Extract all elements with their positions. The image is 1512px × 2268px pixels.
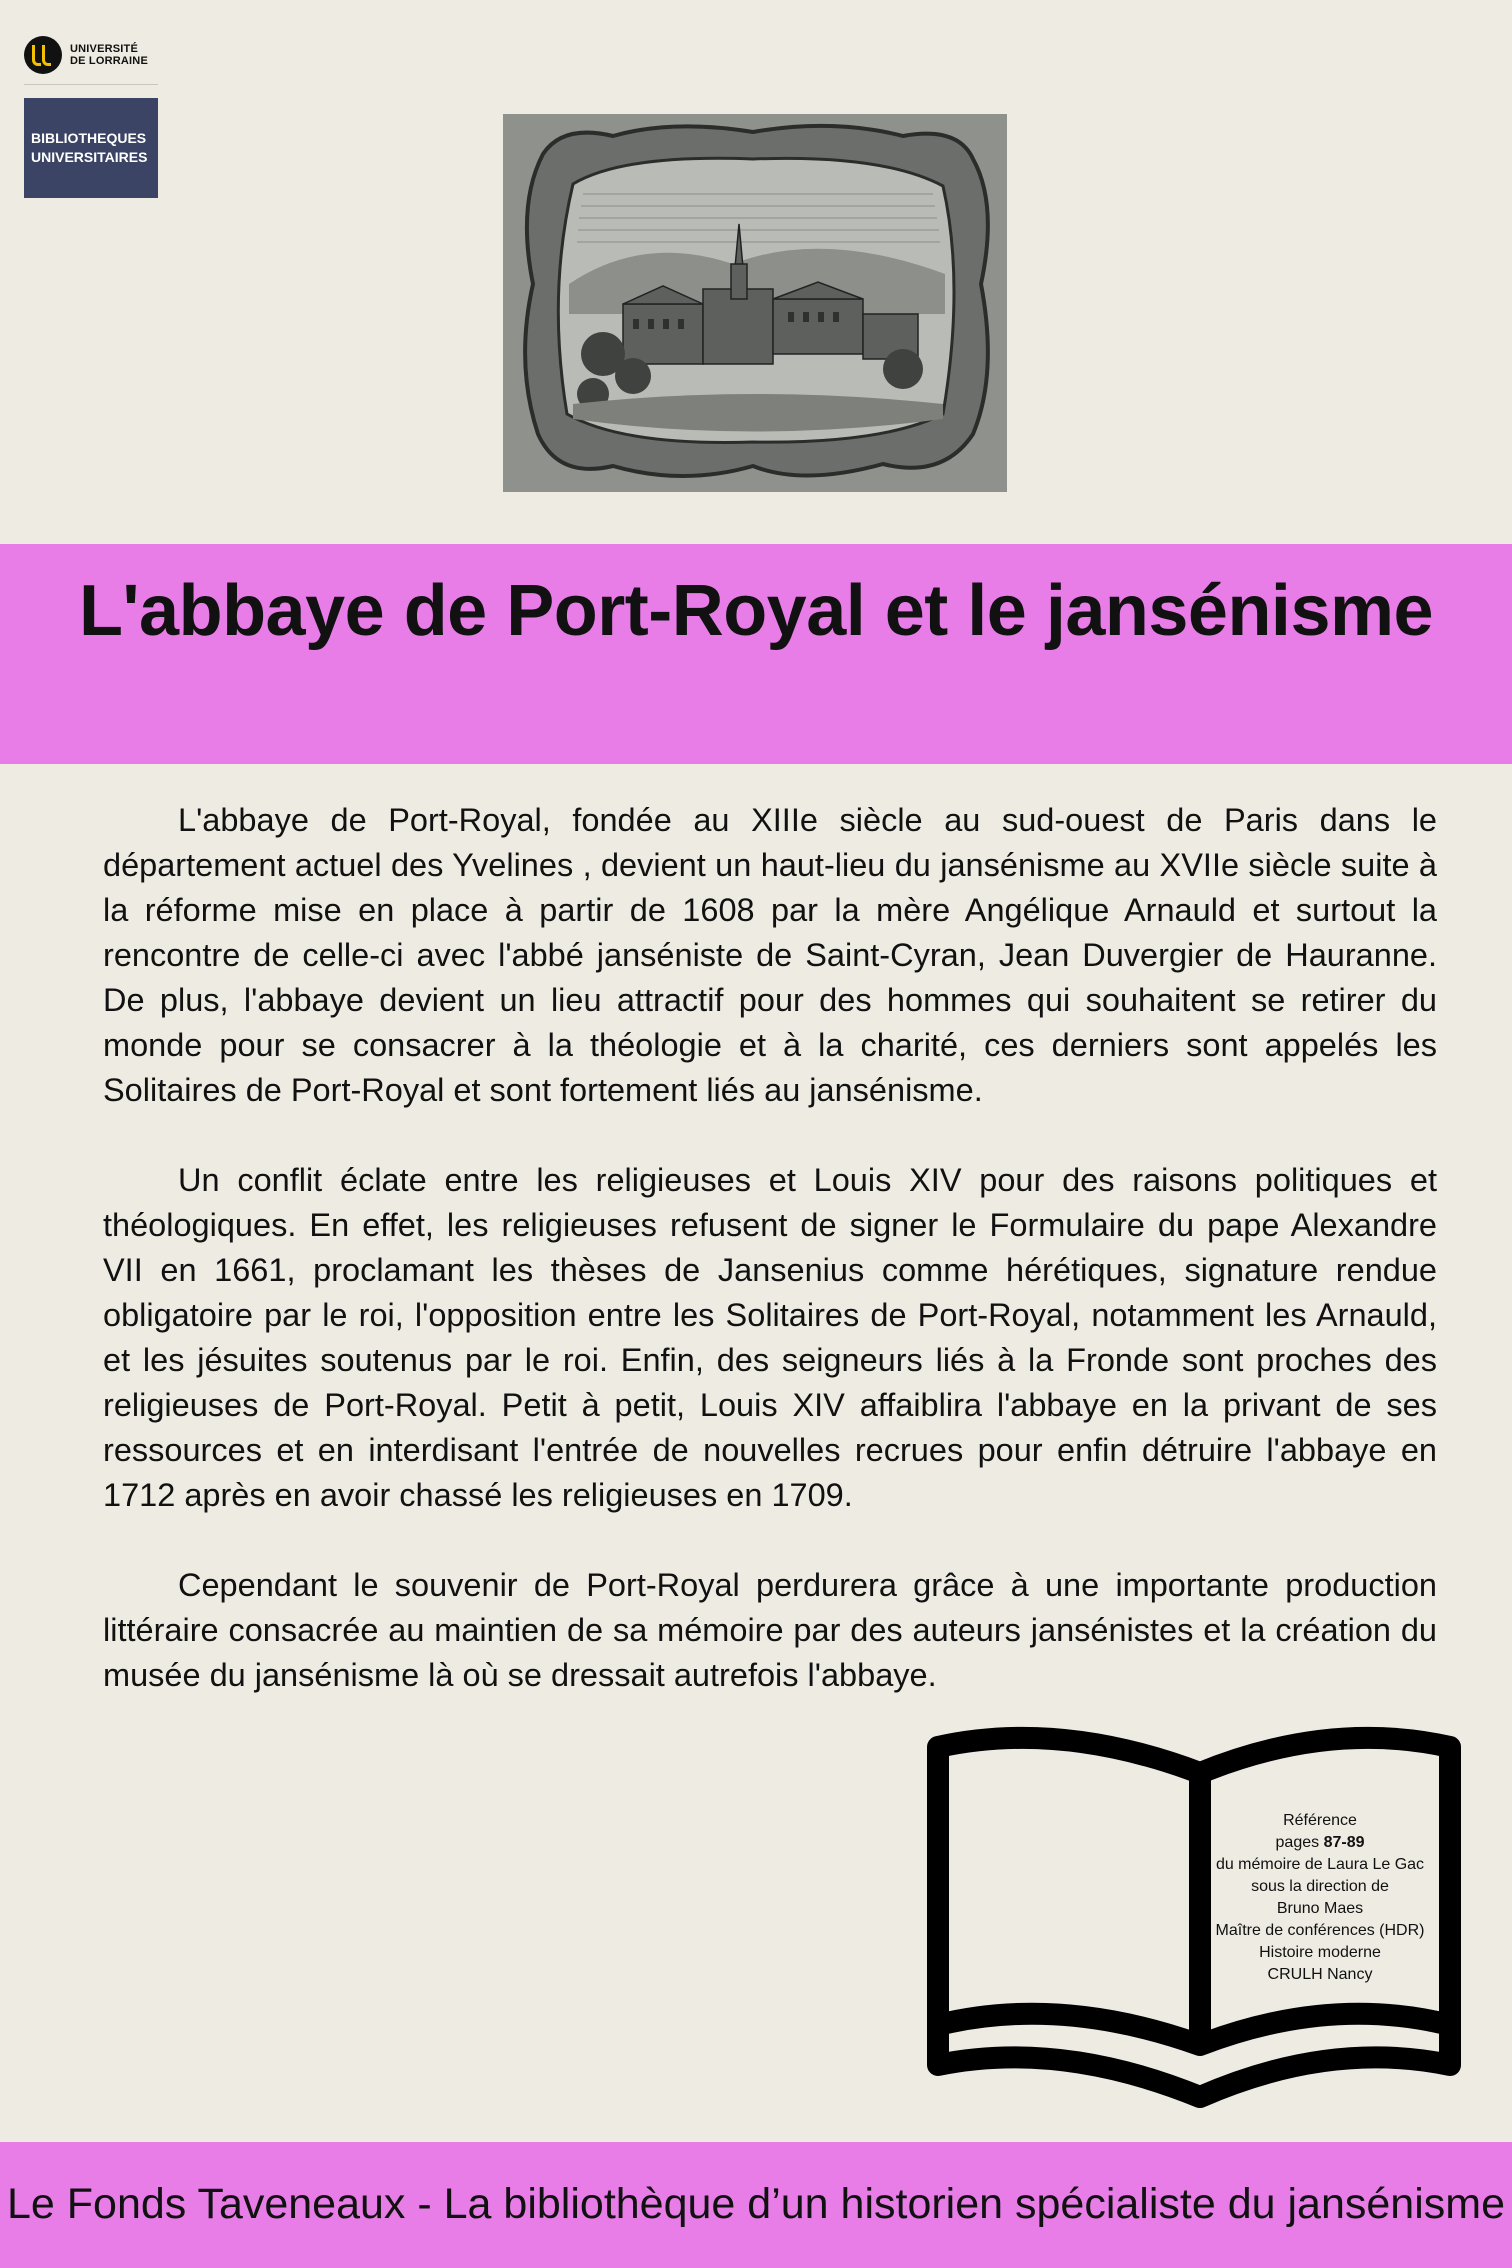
- footer-text: Le Fonds Taveneaux - La bibliothèque d’un historien spécialiste du jansénisme: [6, 2180, 1505, 2228]
- university-name-line2: DE LORRAINE: [70, 55, 148, 67]
- paragraph-1: L'abbaye de Port-Royal, fondée au XIIIe siècle au sud-ouest de Paris dans le département actuel des Yvelines , devient un haut-lieu du jansénisme au XVIIe siècle suite à la réforme mise en place à partir de 1608 par la mère Angélique Arnauld et surtout la rencontre de celle-ci avec l'abbé janséniste de Saint-Cyran, Jean Duvergier de Hauranne. De plus, l'abbaye devient un lieu attractif pour des hommes qui souhaitent se retirer du monde pour se consacrer à la théologie et à la charité, ces derniers sont appelés les Solitaires de Port-Royal et sont fortement liés au jansénisme.: [103, 802, 1437, 1108]
- reference-heading: Référence: [1283, 1812, 1357, 1829]
- library-logo-line1: BIBLIOTHEQUES: [31, 130, 147, 146]
- footer-band: [0, 2142, 1512, 2268]
- paragraph-2: Un conflit éclate entre les religieuses et Louis XIV pour des raisons politiques et théologiques. En effet, les religieuses refusent de signer le Formulaire du pape Alexandre VII en 1661, proclamant les thèses de Jansenius comme hérétiques, signature rendue obligatoire par le roi, l'opposition entre les Solitaires de Port-Royal, notamment les Arnauld, et les jésuites soutenus par le roi. Enfin, des seigneurs liés à la Fronde sont proches des religieuses de Port-Royal. Petit à petit, Louis XIV affaiblira l'abbaye en la privant de ses ressources et en interdisant l'entrée de nouvelles recrues pour enfin détruire l'abbaye en 1712 après en avoir chassé les religieuses en 1709.: [103, 1162, 1437, 1513]
- reference-role: Maître de conférences (HDR): [1215, 1922, 1425, 1939]
- library-logo-line2: UNIVERSITAIRES: [31, 149, 148, 165]
- reference-pages-prefix: pages: [1275, 1834, 1324, 1851]
- university-name: [70, 43, 148, 67]
- reference-pages-value: 87-89: [1323, 1834, 1365, 1851]
- universite-de-lorraine-logo: [24, 36, 148, 74]
- university-name-line1: UNIVERSITÉ: [70, 43, 139, 55]
- reference-direction: sous la direction de: [1251, 1878, 1389, 1895]
- page-title: L'abbaye de Port-Royal et le jansénisme: [78, 571, 1434, 651]
- paragraph-3: Cependant le souvenir de Port-Royal perdurera grâce à une importante production littéraire consacrée au maintien de sa mémoire par des auteurs jansénistes et la création du musée du jansénisme là où se dressait autrefois l'abbaye.: [103, 1567, 1437, 1693]
- ul-monogram-icon: [24, 36, 62, 74]
- logo-divider: [24, 84, 158, 85]
- bibliotheques-universitaires-logo: [24, 98, 158, 198]
- abbey-engraving-image: [503, 114, 1007, 492]
- reference-lab: CRULH Nancy: [1267, 1966, 1373, 1983]
- reference-pages: [1212, 1832, 1428, 1854]
- reference-block: [1212, 1810, 1428, 1986]
- main-text: [103, 798, 1437, 1743]
- title-band: [0, 544, 1512, 764]
- reference-supervisor: Bruno Maes: [1276, 1900, 1364, 1917]
- reference-field: Histoire moderne: [1259, 1944, 1381, 1961]
- reference-memoire: du mémoire de Laura Le Gac: [1215, 1856, 1425, 1873]
